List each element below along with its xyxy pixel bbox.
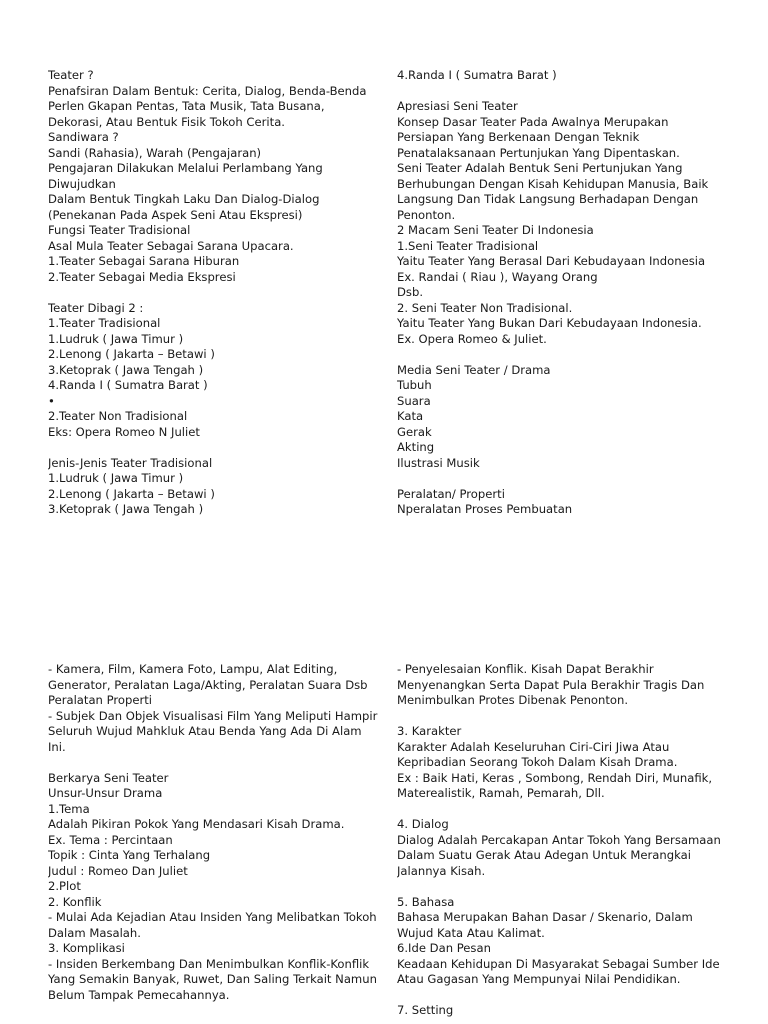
text-line: Eks: Opera Romeo N Juliet <box>48 424 200 439</box>
text-line: (Penekanan Pada Aspek Seni Atau Ekspresi) <box>48 207 303 222</box>
text-line: Konsep Dasar Teater Pada Awalnya Merupakan <box>397 114 669 129</box>
text-line: Keadaan Kehidupan Di Masyarakat Sebagai Sumber Ide <box>397 956 720 971</box>
text-line: 2. Seni Teater Non Tradisional. <box>397 300 573 315</box>
text-line: Ini. <box>48 739 66 754</box>
text-line: 2.Lenong ( Jakarta – Betawi ) <box>48 347 215 361</box>
text-line: 1.Teater Sebagai Sarana Hiburan <box>48 254 240 268</box>
text-line: 2 Macam Seni Teater Di Indonesia <box>397 223 594 237</box>
text-line: Diwujudkan <box>48 176 116 191</box>
text-line <box>397 347 737 363</box>
text-line: Generator, Peralatan Laga/Akting, Peralatan Suara Dsb <box>48 677 368 692</box>
text-line: Jenis-Jenis Teater Tradisional <box>48 455 213 470</box>
text-line: 3. Karakter <box>397 724 462 738</box>
document-page-1 <box>0 68 768 528</box>
text-line <box>397 802 737 818</box>
text-line: Teater ? <box>48 68 94 82</box>
text-line: 3. Komplikasi <box>48 941 125 955</box>
text-line: Ex : Baik Hati, Keras , Sombong, Rendah Diri, Munafik, <box>397 770 713 785</box>
text-line: Nperalatan Proses Pembuatan <box>397 502 573 516</box>
text-line: 4.Randa I ( Sumatra Barat ) <box>48 378 208 392</box>
page-2-right-column <box>397 662 737 1019</box>
text-line: Apresiasi Seni Teater <box>397 99 518 113</box>
text-line: Dekorasi, Atau Bentuk Fisik Tokoh Cerita. <box>48 114 285 129</box>
text-line <box>397 709 737 725</box>
text-line: 2.Teater Sebagai Media Ekspresi <box>48 269 236 284</box>
text-line: Yaitu Teater Yang Berasal Dari Kebudayaan Indonesia <box>397 254 706 268</box>
text-line: Dalam Suatu Gerak Atau Adegan Untuk Merangkai <box>397 848 691 862</box>
text-line: Fungsi Teater Tradisional <box>48 223 191 237</box>
text-line: Sandi (Rahasia), Warah (Pengajaran) <box>48 145 262 160</box>
text-line: Persiapan Yang Berkenaan Dengan Teknik <box>397 130 640 144</box>
text-line: 3.Ketoprak ( Jawa Tengah ) <box>48 502 204 516</box>
text-line: Peralatan/ Properti <box>397 486 505 501</box>
text-line: Langsung Dan Tidak Langsung Berhadapan Dengan <box>397 192 699 206</box>
text-line: Ex. Tema : Percintaan <box>48 832 173 847</box>
text-line: 1.Teater Tradisional <box>48 316 161 330</box>
text-line: 4.Randa I ( Sumatra Barat ) <box>397 68 557 82</box>
text-line <box>48 440 388 456</box>
text-line <box>397 879 737 895</box>
text-line: Yaitu Teater Yang Bukan Dari Kebudayaan Indonesia. <box>397 316 702 330</box>
text-line: Atau Gagasan Yang Mempunyai Nilai Pendidikan. <box>397 972 681 986</box>
text-line: Seluruh Wujud Mahkluk Atau Benda Yang Ada Di Alam <box>48 724 362 738</box>
text-line: Penafsiran Dalam Bentuk: Cerita, Dialog, Benda-Benda <box>48 83 367 98</box>
text-line: 1.Ludruk ( Jawa Timur ) <box>48 331 184 346</box>
text-line: 1.Ludruk ( Jawa Timur ) <box>48 471 184 485</box>
page-1-left-column <box>48 68 388 518</box>
text-line: Topik : Cinta Yang Terhalang <box>48 848 211 862</box>
text-line: Penonton. <box>397 207 456 222</box>
text-line: Suara <box>397 393 431 408</box>
text-line: Dialog Adalah Percakapan Antar Tokoh Yang Bersamaan <box>397 832 721 847</box>
text-line: 4. Dialog <box>397 817 449 831</box>
text-line: - Subjek Dan Objek Visualisasi Film Yang Meliputi Hampir <box>48 708 378 723</box>
text-line: - Kamera, Film, Kamera Foto, Lampu, Alat Editing, <box>48 662 338 676</box>
text-line <box>397 84 737 100</box>
text-line: Menimbulkan Protes Dibenak Penonton. <box>397 693 629 707</box>
text-line: Seni Teater Adalah Bentuk Seni Pertunjukan Yang <box>397 161 683 175</box>
text-line: Yang Semakin Banyak, Ruwet, Dan Saling Terkait Namun <box>48 972 377 986</box>
text-line: Berhubungan Dengan Kisah Kehidupan Manusia, Baik <box>397 176 709 191</box>
text-line: Menyenangkan Serta Dapat Pula Berakhir Tragis Dan <box>397 677 705 692</box>
text-line: Dalam Bentuk Tingkah Laku Dan Dialog-Dialog <box>48 192 320 206</box>
text-line: Media Seni Teater / Drama <box>397 362 551 377</box>
text-line: Belum Tampak Pemecahannya. <box>48 987 230 1002</box>
text-line: Wujud Kata Atau Kalimat. <box>397 925 545 940</box>
text-line: - Mulai Ada Kejadian Atau Insiden Yang Melibatkan Tokoh <box>48 910 377 924</box>
text-line <box>48 285 388 301</box>
text-line: - Insiden Berkembang Dan Menimbulkan Konflik-Konflik <box>48 956 370 971</box>
text-line: Penatalaksanaan Pertunjukan Yang Dipentaskan. <box>397 145 680 160</box>
text-line: 1.Seni Teater Tradisional <box>397 238 539 253</box>
text-line: Teater Dibagi 2 : <box>48 300 144 315</box>
text-line: Tubuh <box>397 378 432 392</box>
page-1-right-column <box>397 68 737 518</box>
document-page-2 <box>0 662 768 1024</box>
text-line: Unsur-Unsur Drama <box>48 786 163 800</box>
text-line: Berkarya Seni Teater <box>48 770 169 785</box>
text-line: Pengajaran Dilakukan Melalui Perlambang Yang <box>48 161 323 175</box>
text-line: Sandiwara ? <box>48 130 119 144</box>
text-line <box>397 988 737 1004</box>
text-line: 5. Bahasa <box>397 894 455 909</box>
text-line: Perlen Gkapan Pentas, Tata Musik, Tata Busana, <box>48 99 325 113</box>
text-line: Gerak <box>397 424 432 439</box>
text-line: Adalah Pikiran Pokok Yang Mendasari Kisah Drama. <box>48 817 345 831</box>
text-line: Ilustrasi Musik <box>397 455 480 470</box>
text-line: Dsb. <box>397 285 424 299</box>
text-line: Akting <box>397 440 435 454</box>
text-line: 2. Konflik <box>48 894 102 909</box>
text-line: Asal Mula Teater Sebagai Sarana Upacara. <box>48 238 294 253</box>
text-line: • <box>48 393 55 408</box>
text-line: Jalannya Kisah. <box>397 863 486 878</box>
text-line: Ex. Randai ( Riau ), Wayang Orang <box>397 269 598 284</box>
text-line: 2.Plot <box>48 879 81 893</box>
text-line: Dalam Masalah. <box>48 925 141 940</box>
text-line: Bahasa Merupakan Bahan Dasar / Skenario, Dalam <box>397 910 693 924</box>
page-2-left-column <box>48 662 388 1003</box>
text-line <box>397 471 737 487</box>
text-line: Judul : Romeo Dan Juliet <box>48 863 188 878</box>
text-line: 6.Ide Dan Pesan <box>397 941 491 955</box>
text-line: Karakter Adalah Keseluruhan Ciri-Ciri Jiwa Atau <box>397 739 670 754</box>
text-line: 7. Setting <box>397 1003 454 1017</box>
text-line: Kata <box>397 409 424 423</box>
text-line: 2.Lenong ( Jakarta – Betawi ) <box>48 486 215 501</box>
text-line: 1.Tema <box>48 801 90 816</box>
text-line: Materealistik, Ramah, Pemarah, Dll. <box>397 786 605 800</box>
text-line: Kepribadian Seorang Tokoh Dalam Kisah Drama. <box>397 755 678 769</box>
text-line: Ex. Opera Romeo & Juliet. <box>397 331 547 346</box>
text-line: 3.Ketoprak ( Jawa Tengah ) <box>48 362 204 377</box>
text-line: 2.Teater Non Tradisional <box>48 409 188 423</box>
text-line: - Penyelesaian Konflik. Kisah Dapat Berakhir <box>397 662 654 676</box>
text-line: Peralatan Properti <box>48 693 153 707</box>
text-line <box>48 755 388 771</box>
